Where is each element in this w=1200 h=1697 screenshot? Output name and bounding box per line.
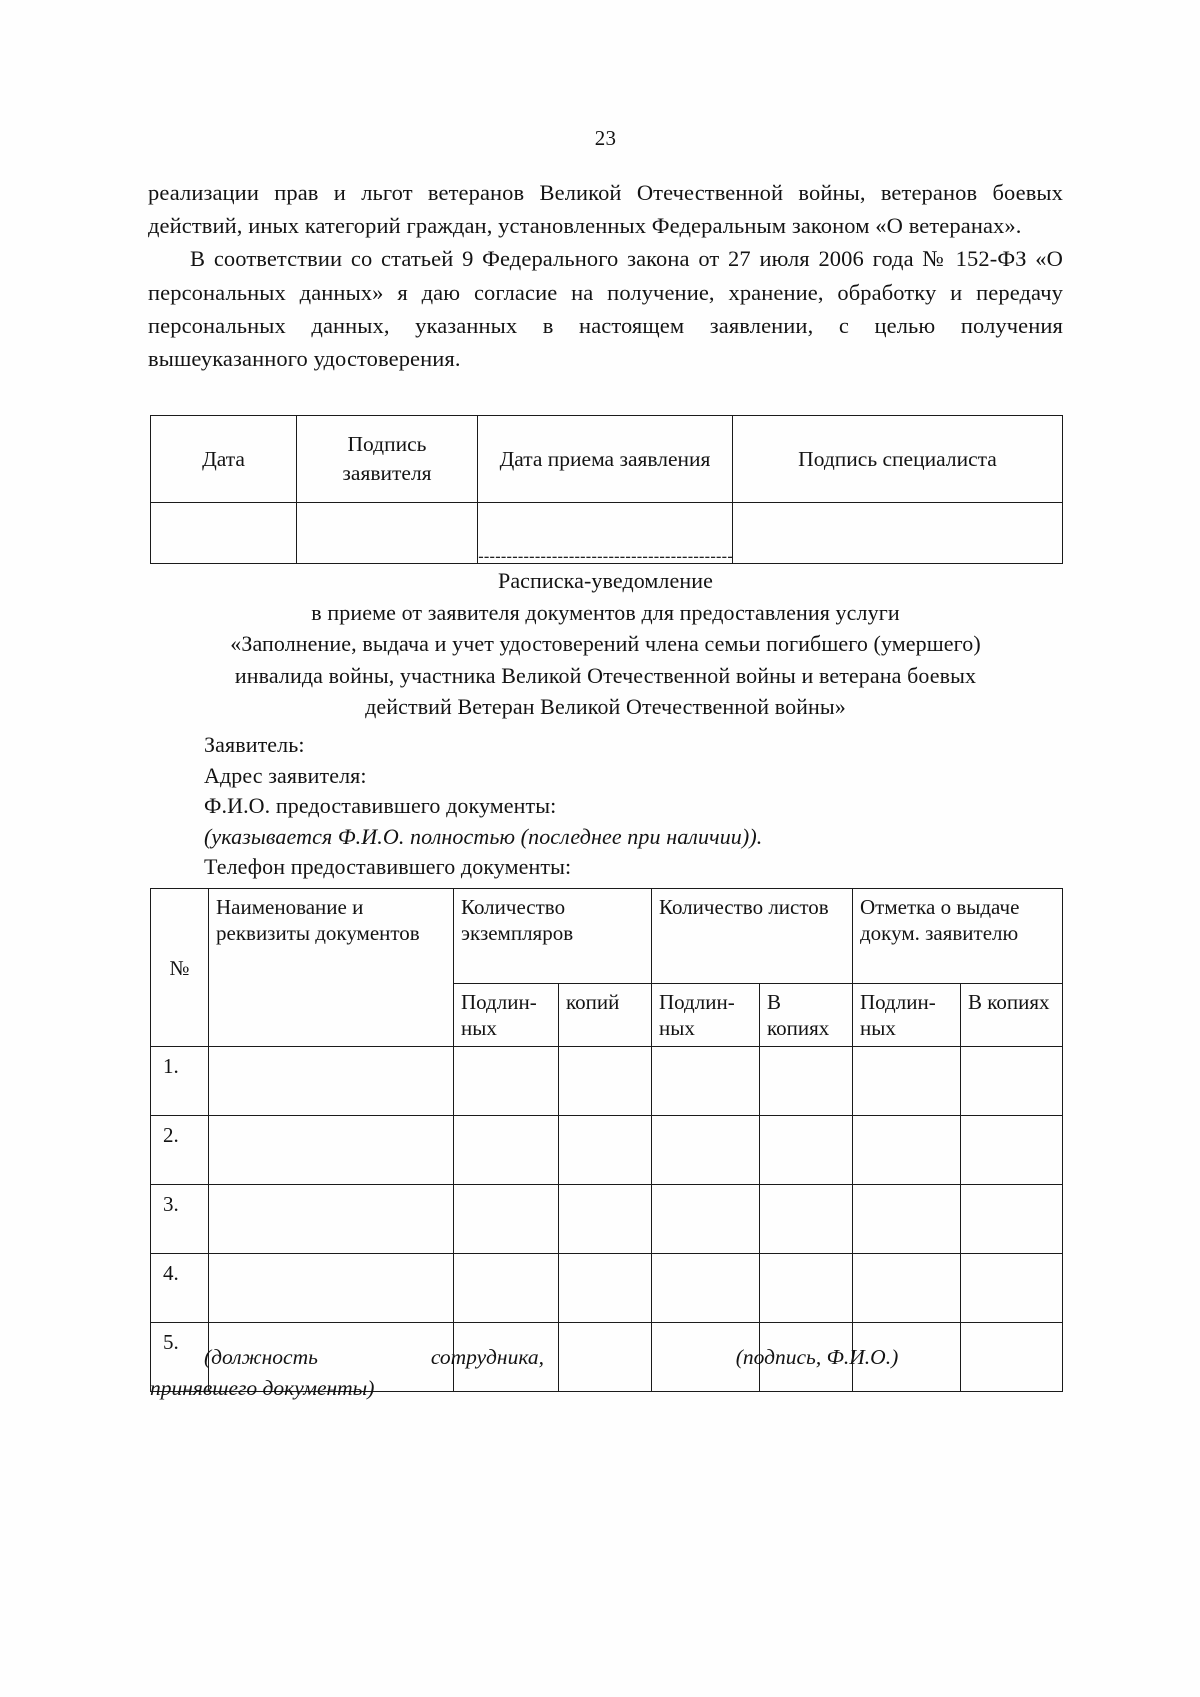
cell-copies-originals[interactable] [454,1185,559,1254]
cell-copies-copies[interactable] [559,1254,652,1323]
table-row[interactable] [151,1047,1063,1116]
cell-copies-copies[interactable] [559,1047,652,1116]
field-applicant: Заявитель: [204,732,305,757]
cell-sheets-copies[interactable] [760,1185,853,1254]
service-name-line-2: инвалида войны, участника Великой Отечественной войны и ветерана боевых [234,662,977,688]
cell-issue-copies[interactable] [961,1116,1063,1185]
cell-sheets-originals[interactable] [652,1254,760,1323]
receipt-heading [148,565,1063,723]
signature-caption: (подпись, Ф.И.О.) [735,1345,899,1369]
header-sheets-count: Количество листов [652,889,853,984]
subheader-sheets-originals: Подлин-ных [652,984,760,1047]
signature-rules [150,1322,1062,1334]
subheader-copies-copies: копий [559,984,652,1047]
cell-issue-originals[interactable] [853,1254,961,1323]
cell-copies-originals[interactable] [454,1047,559,1116]
subheader-sheets-copies: В копиях [760,984,853,1047]
dashed-separator: --------------------------------------------- [478,547,733,566]
subheader-issue-copies: В копиях [961,984,1063,1047]
field-submitter-phone: Телефон предоставившего документы: [204,854,572,879]
cell-issue-copies[interactable] [961,1185,1063,1254]
position-caption-line-2: принявшего документы) [150,1376,375,1400]
header-issue-mark: Отметка о выдаче докум. заявителю [853,889,1063,984]
signature-table-container [150,415,1062,564]
applicant-info-block [204,730,1034,883]
subheader-issue-originals: Подлин-ных [853,984,961,1047]
field-submitter-fullname: Ф.И.О. предоставившего документы: [204,793,557,818]
position-caption-word-1: (должность [204,1345,318,1369]
receipt-subtitle: в приеме от заявителя документов для предоставления услуги [311,599,900,625]
signature-captions [150,1342,1062,1414]
cell-copies-copies[interactable] [559,1185,652,1254]
position-signature-line [150,1322,542,1323]
cell-issue-copies[interactable] [961,1254,1063,1323]
cell-copies-copies[interactable] [559,1116,652,1185]
page-number: 23 [594,126,617,150]
paragraph-continuation: реализации прав и льгот ветеранов Великой Отечественной войны, ветеранов боевых действий, иных категорий граждан, установленных Федеральным законом «О ветеранах». [148,180,1063,239]
cell-sheets-originals[interactable] [652,1116,760,1185]
cell-document-name[interactable] [209,1047,454,1116]
documents-table-container [150,888,1062,1392]
cell-document-name[interactable] [209,1116,454,1185]
body-text-block [148,176,1063,375]
signature-footer [150,1322,1062,1414]
signature-table [150,415,1063,564]
signature-line [572,1322,1062,1323]
cell-issue-originals[interactable] [853,1116,961,1185]
row-number: 3. [151,1185,209,1254]
header-copies-count: Количество экземпляров [454,889,652,984]
row-number: 2. [151,1116,209,1185]
table-row[interactable] [151,1254,1063,1323]
header-number: № [151,889,209,1047]
table-row[interactable] [151,1116,1063,1185]
cell-sheets-originals[interactable] [652,1047,760,1116]
service-name-line-1: «Заполнение, выдача и учет удостоверений члена семьи погибшего (умершего) [230,631,981,656]
table-header-row [151,416,1063,503]
header-specialist-signature: Подпись специалиста [733,416,1063,503]
cell-issue-copies[interactable] [961,1047,1063,1116]
field-applicant-address: Адрес заявителя: [204,762,367,788]
cell-document-name[interactable] [209,1254,454,1323]
service-name-line-3: действий Ветеран Великой Отечественной войны» [365,694,846,719]
table-header-row-group [151,889,1063,984]
cell-issue-originals[interactable] [853,1047,961,1116]
row-number: 5. [151,1323,209,1392]
header-document-name: Наименование и реквизиты документов [209,889,454,1047]
cell-copies-originals[interactable] [454,1254,559,1323]
row-number: 1. [151,1047,209,1116]
position-caption-word-2: сотрудника, [430,1345,544,1369]
cell-copies-originals[interactable] [454,1116,559,1185]
row-number: 4. [151,1254,209,1323]
field-fullname-hint: (указывается Ф.И.О. полностью (последнее при наличии)). [204,823,763,849]
cell-sheets-copies[interactable] [760,1047,853,1116]
header-date: Дата [151,416,297,503]
cell-sheets-copies[interactable] [760,1116,853,1185]
header-application-receipt-date: Дата приема заявления [478,416,733,503]
cell-sheets-originals[interactable] [652,1185,760,1254]
header-applicant-signature: Подпись заявителя [297,416,478,503]
position-caption [150,1342,594,1404]
paragraph-consent: В соответствии со статьей 9 Федерального закона от 27 июля 2006 года № 152-ФЗ «О персональных данных» я даю согласие на получение, хранение, обработку и передачу персональных данных, указанных в настоящем заявлении, с целью получения вышеуказанного удостоверения. [148,246,1063,372]
subheader-copies-originals: Подлин-ных [454,984,559,1047]
cell-document-name[interactable] [209,1185,454,1254]
table-row[interactable] [151,1185,1063,1254]
receipt-title: Расписка-уведомление [497,568,713,593]
documents-table [150,888,1063,1392]
cell-sheets-copies[interactable] [760,1254,853,1323]
cell-issue-originals[interactable] [853,1185,961,1254]
